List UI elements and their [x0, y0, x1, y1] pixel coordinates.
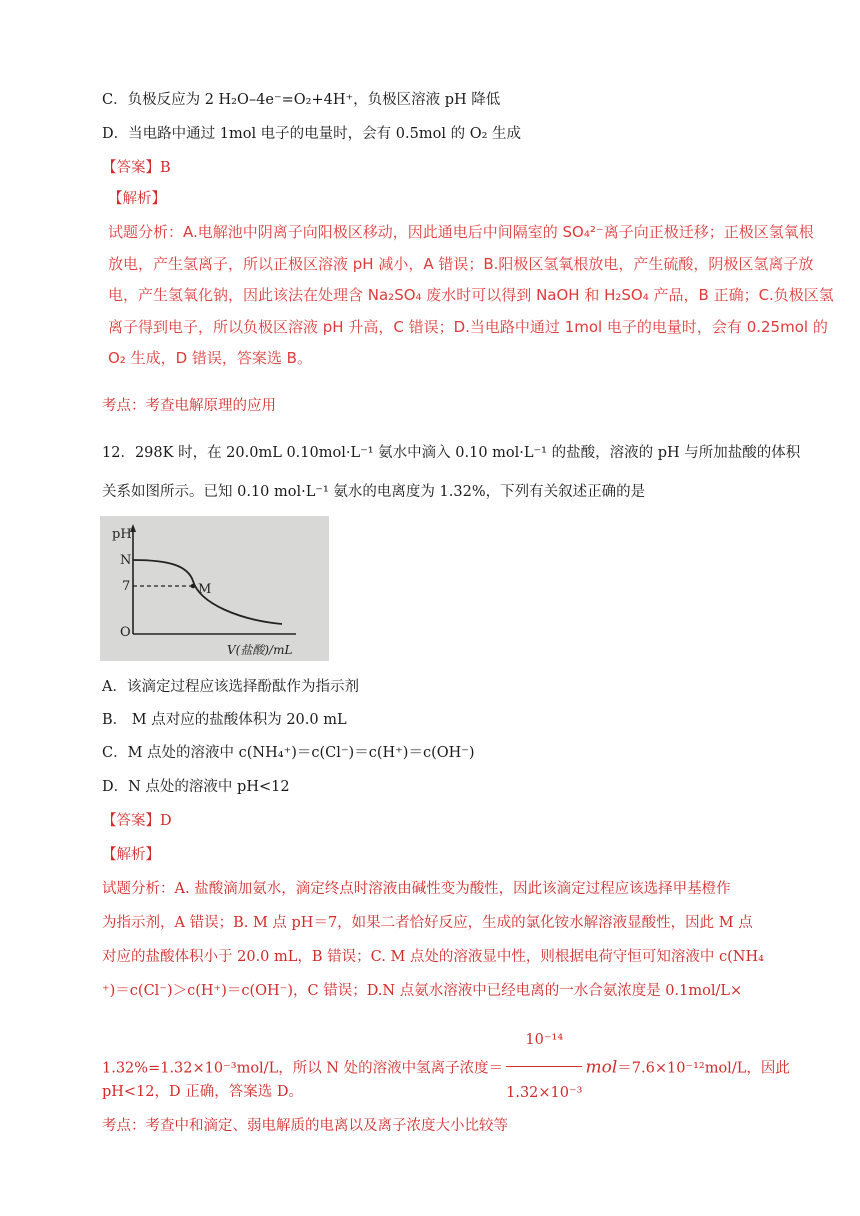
answer-value: D [160, 813, 172, 829]
analysis-line: 电，产生氢氧化钠，因此该法在处理含 Na₂SO₄ 废水时可以得到 NaOH 和 H₂SO₄ 产品，B 正确；C.负极区氢 [108, 286, 834, 304]
formula-prefix: 1.32%=1.32×10⁻³mol/L，所以 N 处的溶液中氢离子浓度＝ [102, 1060, 504, 1077]
analysis-scan-block [108, 217, 834, 375]
q12-analysis-line: 为指示剂，A 错误；B. M 点 pH＝7，如果二者恰好反应，生成的氯化铵水解溶液显酸性，因此 M 点 [102, 915, 753, 931]
seven-label: 7 [122, 579, 131, 594]
q12-analysis-line: 试题分析：A. 盐酸滴加氨水，滴定终点时溶液由碱性变为酸性，因此该滴定过程应该选择甲基橙作 [102, 881, 731, 897]
option-c-prev: C．负极反应为 2 H₂O–4e⁻=O₂+4H⁺，负极区溶液 pH 降低 [102, 92, 501, 108]
formula-suffix: ＝7.6×10⁻¹²mol/L，因此 [617, 1060, 790, 1077]
q12-kaodian: 考点：考查中和滴定、弱电解质的电离以及离子浓度大小比较等 [102, 1118, 508, 1134]
answer-label: 【答案】 [102, 160, 160, 176]
y-axis-label: pH [112, 527, 132, 542]
titration-graph [100, 516, 329, 661]
q12-analysis-line: 对应的盐酸体积小于 20.0 mL，B 错误；C. M 点处的溶液显中性，则根据电荷守恒可知溶液中 c(NH₄ [102, 949, 764, 965]
m-label: M [198, 582, 212, 597]
formula-unit: mol [585, 1057, 618, 1078]
analysis-line: 离子得到电子，所以负极区溶液 pH 升高，C 错误；D.当电路中通过 1mol 电子的电量时，会有 0.25mol 的 [108, 317, 828, 336]
analysis-line: 试题分析：A.电解池中阴离子向阳极区移动，因此通电后中间隔室的 SO₄²⁻离子向正极迁移；正极区氢氧根 [108, 223, 814, 241]
analysis-line: O₂ 生成，D 错误，答案选 B。 [108, 349, 312, 367]
answer-label: 【答案】 [102, 813, 160, 829]
q12-formula-line [102, 1018, 790, 1119]
formula-numerator: 10⁻¹⁴ [506, 1016, 582, 1067]
q12-final-line: pH<12，D 正确，答案选 D。 [102, 1084, 303, 1100]
answer-value: B [160, 160, 171, 176]
q12-analysis-line: ⁺)＝c(Cl⁻)＞c(H⁺)＝c(OH⁻)，C 错误；D.N 点氨水溶液中已经电离的一水合氨浓度是 0.1mol/L× [102, 983, 743, 999]
titration-graph-svg [100, 516, 329, 661]
analysis-label-prev: 【解析】 [108, 191, 166, 207]
analysis-line: 放电，产生氢离子，所以正极区溶液 pH 减小，A 错误；B.阳极区氢氧根放电，产生硫酸，阴极区氢离子放 [108, 254, 814, 273]
q12-option-d: D．N 点处的溶液中 pH<12 [102, 779, 290, 795]
q12-stem-line2: 关系如图所示。已知 0.10 mol·L⁻¹ 氨水的电离度为 1.32%，下列有关叙述正确的是 [102, 484, 646, 500]
point-m [191, 584, 196, 589]
answer-prev [102, 158, 171, 178]
q12-option-a: A．该滴定过程应该选择酚酞作为指示剂 [102, 679, 359, 695]
q12-answer [102, 811, 172, 831]
x-axis-label: V(盐酸)/mL [227, 643, 293, 657]
q12-analysis-label: 【解析】 [102, 847, 160, 863]
formula-denominator: 1.32×10⁻³ [506, 1085, 583, 1101]
origin-label: O [120, 625, 131, 640]
kaodian-prev: 考点：考查电解原理的应用 [102, 398, 276, 414]
q12-option-c: C．M 点处的溶液中 c(NH₄⁺)＝c(Cl⁻)＝c(H⁺)＝c(OH⁻) [102, 745, 475, 761]
q12-option-b: B． M 点对应的盐酸体积为 20.0 mL [102, 712, 347, 728]
n-label: N [120, 553, 132, 568]
option-d-prev: D．当电路中通过 1mol 电子的电量时，会有 0.5mol 的 O₂ 生成 [102, 126, 521, 142]
formula-fraction [506, 1016, 582, 1117]
q12-stem-line1: 12．298K 时，在 20.0mL 0.10mol·L⁻¹ 氨水中滴入 0.10 mol·L⁻¹ 的盐酸，溶液的 pH 与所加盐酸的体积 [102, 445, 801, 461]
